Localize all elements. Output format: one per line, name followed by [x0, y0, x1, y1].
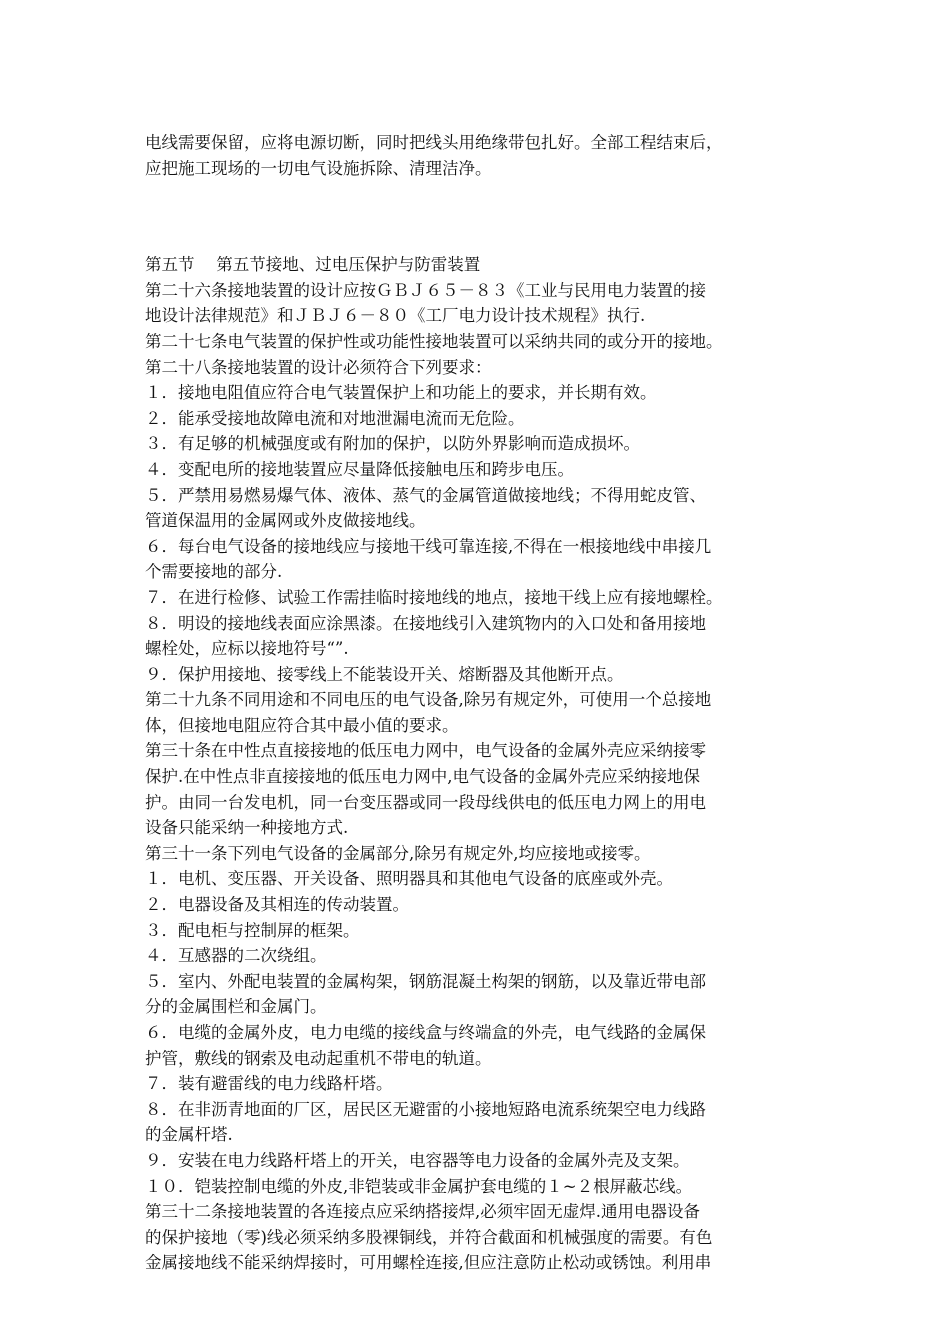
text-line: ６．每台电气设备的接地线应与接地干线可靠连接,不得在一根接地线中串接几 — [145, 536, 712, 556]
text-line: ８．明设的接地线表面应涂黑漆。在接地线引入建筑物内的入口处和备用接地 — [145, 613, 706, 633]
document-body — [145, 130, 815, 1276]
text-line: ７．装有避雷线的电力线路杆塔。 — [145, 1074, 393, 1094]
text-line: 护管，敷线的钢索及电动起重机不带电的轨道。 — [145, 1048, 492, 1068]
text-line: 金属接地线不能采纳焊接时，可用螺栓连接,但应注意防止松动或锈蚀。利用串 — [145, 1253, 712, 1273]
text-line: ９．保护用接地、接零线上不能装设开关、熔断器及其他断开点。 — [145, 664, 624, 684]
text-line: 第二十六条接地装置的设计应按ＧＢＪ６５－８３《工业与民用电力装置的接 — [145, 280, 706, 300]
text-line: ２．电器设备及其相连的传动装置。 — [145, 895, 409, 915]
text-line: 第二十七条电气装置的保护性或功能性接地装置可以采纳共同的或分开的接地。 — [145, 331, 723, 351]
text-line: 第三十一条下列电气设备的金属部分,除另有规定外,均应接地或接零。 — [145, 843, 651, 863]
text-line: 应把施工现场的一切电气设施拆除、清理洁净。 — [145, 158, 492, 178]
text-line: 护。由同一台发电机，同一台变压器或同一段母线供电的低压电力网上的用电 — [145, 792, 706, 812]
text-line: 的金属杆塔. — [145, 1125, 233, 1145]
text-line: １０．铠装控制电缆的外皮,非铠装或非金属护套电缆的１~２根屏蔽芯线。 — [145, 1176, 693, 1196]
text-line: ４．互感器的二次绕组。 — [145, 946, 327, 966]
text-line: 第二十八条接地装置的设计必须符合下列要求： — [145, 357, 492, 377]
text-line: 第三十二条接地装置的各连接点应采纳搭接焊,必须牢固无虚焊.通用电器设备 — [145, 1202, 700, 1222]
text-line: 体，但接地电阻应符合其中最小值的要求。 — [145, 715, 459, 735]
text-line: ３．有足够的机械强度或有附加的保护，以防外界影响而造成损坏。 — [145, 434, 640, 454]
text-line: 保护.在中性点非直接接地的低压电力网中,电气设备的金属外壳应采纳接地保 — [145, 767, 700, 787]
text-line: 管道保温用的金属网或外皮做接地线。 — [145, 511, 426, 531]
text-line: １．电机、变压器、开关设备、照明器具和其他电气设备的底座或外壳。 — [145, 869, 673, 889]
text-line: 分的金属围栏和金属门。 — [145, 997, 327, 1017]
text-line: 地设计法律规范》和ＪＢＪ６－８０《工厂电力设计技术规程》执行. — [145, 306, 646, 326]
text-line: ８．在非沥青地面的厂区，居民区无避雷的小接地短路电流系统架空电力线路 — [145, 1099, 706, 1119]
text-line: 电线需要保留，应将电源切断，同时把线头用绝缘带包扎好。全部工程结束后， — [145, 133, 723, 152]
text-line: ３．配电柜与控制屏的框架。 — [145, 920, 360, 940]
text-line: ６．电缆的金属外皮，电力电缆的接线盒与终端盒的外壳，电气线路的金属保 — [145, 1023, 706, 1042]
text-line: ４．变配电所的接地装置应尽量降低接触电压和跨步电压。 — [145, 459, 574, 479]
text-line: ９．安装在电力线路杆塔上的开关，电容器等电力设备的金属外壳及支架。 — [145, 1150, 690, 1170]
section-heading: 第五节 第五节接地、过电压保护与防雷装置 — [145, 255, 481, 275]
text-line: 螺栓处，应标以接地符号“”. — [145, 639, 349, 659]
text-line: ５．严禁用易燃易爆气体、液体、蒸气的金属管道做接地线；不得用蛇皮管、 — [145, 485, 706, 505]
text-line: ５．室内、外配电装置的金属构架，钢筋混凝土构架的钢筋，以及靠近带电部 — [145, 971, 706, 991]
text-line: ２．能承受接地故障电流和对地泄漏电流而无危险。 — [145, 408, 525, 428]
text-line: １．接地电阻值应符合电气装置保护上和功能上的要求，并长期有效。 — [145, 383, 657, 403]
text-line: 个需要接地的部分. — [145, 562, 283, 582]
text-line: 第二十九条不同用途和不同电压的电气设备,除另有规定外，可使用一个总接地 — [145, 690, 712, 710]
text-line: ７．在进行检修、试验工作需挂临时接地线的地点，接地干线上应有接地螺栓。 — [145, 587, 723, 607]
text-line: 设备只能采纳一种接地方式. — [145, 818, 349, 838]
paragraph-gap — [145, 181, 815, 252]
text-line: 第三十条在中性点直接接地的低压电力网中，电气设备的金属外壳应采纳接零 — [145, 741, 706, 761]
text-line: 的保护接地（零)线必须采纳多股裸铜线，并符合截面和机械强度的需要。有色 — [145, 1227, 713, 1247]
